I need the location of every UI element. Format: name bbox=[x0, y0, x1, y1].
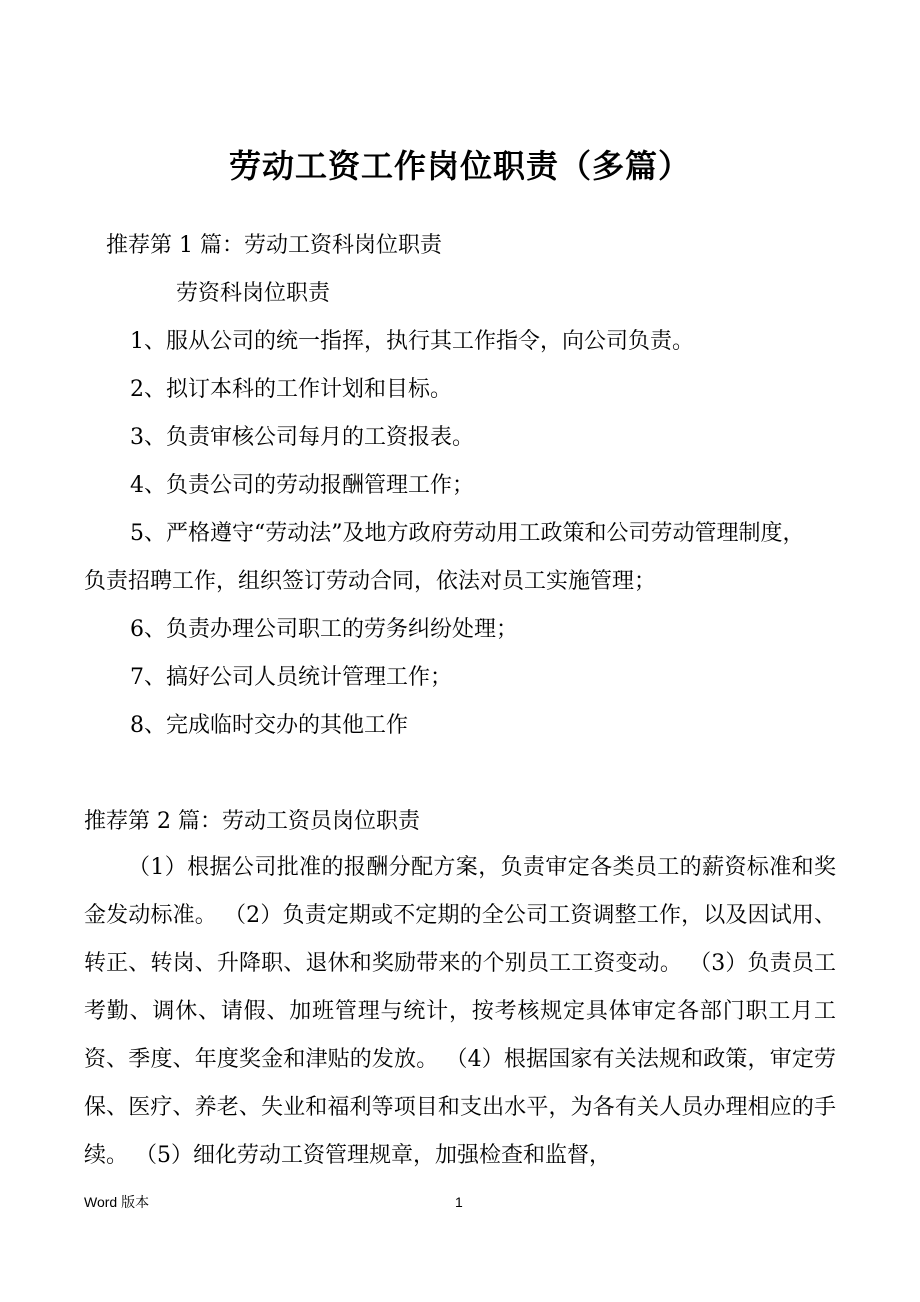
duty-item-5-continued: 负责招聘工作，组织签订劳动合同，依法对员工实施管理； bbox=[84, 569, 657, 594]
footer-version-label: Word 版本 bbox=[84, 1194, 150, 1210]
section-2-paragraph: （1）根据公司批准的报酬分配方案，负责审定各类员工的薪资标准和奖金发动标准。 （2）负责定期或不定期的全公司工资调整工作，以及因试用、转正、转岗、升降职、退休和奖励带来的个别员工工资变动。 （3）负责员工考勤、调休、请假、加班管理与统计，按考核规定具体审定各部门职工月工资、季度、年度奖金和津贴的发放。 （4）根据国家有关法规和政策，审定劳保、医疗、养老、失业和福利等项目和支出水平，为各有关人员办理相应的手续。 （5）细化劳动工资管理规章，加强检查和监督， bbox=[84, 855, 836, 1168]
duty-item-8: 8、完成临时交办的其他工作 bbox=[130, 713, 408, 738]
duty-item-3: 3、负责审核公司每月的工资报表。 bbox=[130, 425, 474, 450]
footer-page-number: 1 bbox=[455, 1194, 463, 1210]
duty-item-4: 4、负责公司的劳动报酬管理工作； bbox=[130, 473, 474, 498]
duty-item-2: 2、拟订本科的工作计划和目标。 bbox=[130, 377, 452, 402]
section-1-subheading: 劳资科岗位职责 bbox=[176, 281, 331, 306]
duty-item-1: 1、服从公司的统一指挥，执行其工作指令，向公司负责。 bbox=[130, 329, 694, 354]
duty-item-5: 5、严格遵守“劳动法”及地方政府劳动用工政策和公司劳动管理制度， bbox=[130, 521, 805, 546]
duty-item-7: 7、搞好公司人员统计管理工作； bbox=[130, 665, 452, 690]
duty-item-6: 6、负责办理公司职工的劳务纠纷处理； bbox=[130, 617, 518, 642]
section-1-heading: 推荐第 1 篇：劳动工资科岗位职责 bbox=[106, 233, 442, 258]
page-title: 劳动工资工作岗位职责（多篇） bbox=[228, 147, 691, 185]
section-2-heading: 推荐第 2 篇：劳动工资员岗位职责 bbox=[84, 809, 420, 834]
